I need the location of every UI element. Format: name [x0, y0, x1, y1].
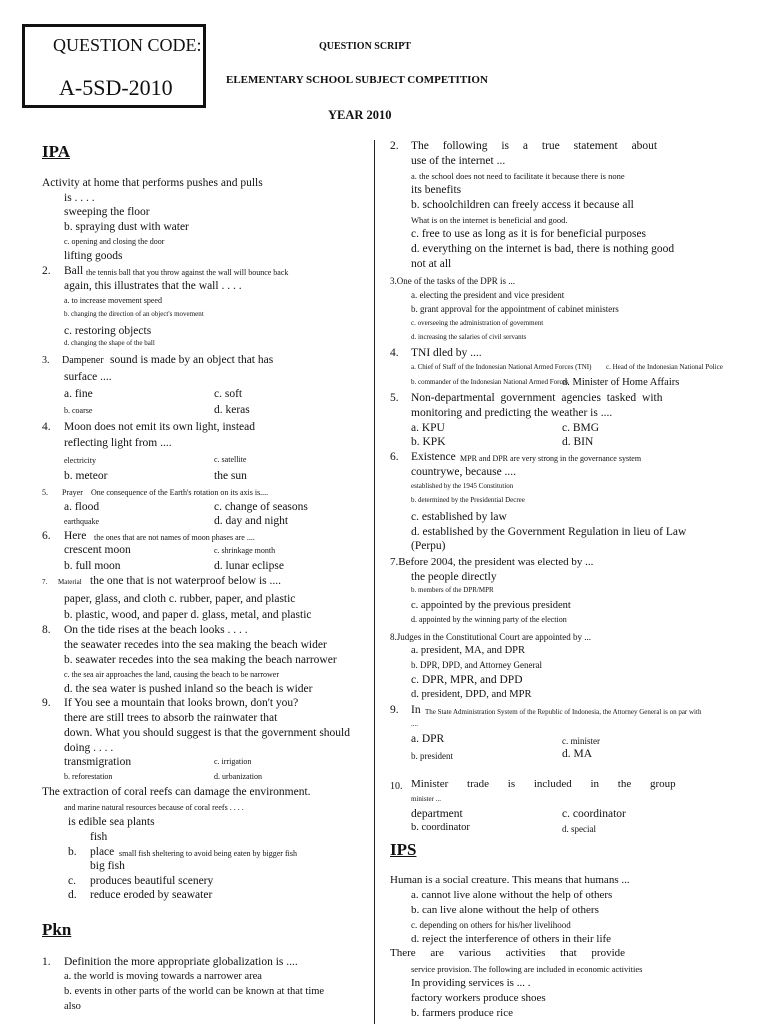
- ipa-q5-num: 5.: [42, 488, 48, 497]
- pkn-q8-stem: 8.Judges in the Constitutional Court are appointed by ...: [390, 632, 591, 642]
- pkn-q9-option-c: c. minister: [562, 736, 600, 746]
- ipa-q9-option-d: d. urbanization: [214, 772, 262, 781]
- ipa-q3-option-d: d. keras: [214, 404, 250, 416]
- ipa-q10-stem: The extraction of coral reefs can damage the environment.: [42, 786, 311, 798]
- ipa-q4-option-c: c. satellite: [214, 455, 247, 464]
- ipa-q6-option-a: crescent moon: [64, 544, 131, 556]
- pkn-q9-stem: The State Administration System of the Republic of Indonesia, the Attorney General is on par with: [425, 708, 702, 716]
- ipa-q2-stem: the tennis ball that you throw against the wall will bounce back: [86, 268, 289, 277]
- ipa-q3-stem2: surface ....: [64, 371, 112, 383]
- pkn-q3-option-c: c. overseeing the administration of government: [411, 319, 544, 327]
- ipa-q10-c-num: c.: [68, 875, 76, 887]
- pkn-q6-option-b: b. determined by the Presidential Decree: [411, 496, 525, 504]
- ipa-q2-option-a: a. to increase movement speed: [64, 296, 162, 305]
- ipa-q9-option-a: transmigration: [64, 756, 132, 768]
- ipa-q10-option-a: is edible sea plants: [68, 816, 155, 828]
- pkn-heading: Pkn: [42, 920, 72, 939]
- ips-q1-option-b: b. can live alone without the help of others: [411, 904, 599, 916]
- ipa-q4-stem2: reflecting light from ....: [64, 437, 172, 449]
- ips-q2-option-b: b. farmers produce rice: [411, 1007, 514, 1019]
- pkn-q9-option-a: a. DPR: [411, 733, 445, 745]
- pkn-q5-stem2: monitoring and predicting the weather is ....: [411, 407, 613, 419]
- ipa-q1-stem2: is . . . .: [64, 192, 95, 204]
- pkn-q6-word: Existence: [411, 451, 456, 463]
- ipa-q6-word: Here: [64, 530, 87, 542]
- pkn-q2-stem2: use of the internet ...: [411, 155, 506, 167]
- ipa-q2-num: 2.: [42, 265, 51, 277]
- ipa-q8-num: 8.: [42, 624, 51, 636]
- ipa-q3-num: 3.: [42, 355, 50, 366]
- pkn-q6-option-a: established by the 1945 Constitution: [411, 482, 514, 490]
- ipa-q7-num: 7.: [42, 578, 48, 586]
- pkn-q1-option-b: b. events in other parts of the world can be known at that time: [64, 986, 325, 997]
- ips-heading: IPS: [390, 840, 417, 859]
- pkn-q4-num: 4.: [390, 347, 399, 359]
- ipa-q4-stem: Moon does not emit its own light, instead: [64, 421, 256, 433]
- pkn-q7-option-a: the people directly: [411, 571, 497, 583]
- pkn-q6-stem: MPR and DPR are very strong in the governance system: [460, 454, 642, 463]
- ipa-heading: IPA: [42, 142, 71, 161]
- pkn-q2-option-b2: What is on the internet is beneficial and good.: [411, 215, 568, 225]
- ipa-q2-option-d: d. changing the shape of the ball: [64, 339, 155, 347]
- ipa-q10-stem2: and marine natural resources because of coral reefs . . . .: [64, 803, 244, 812]
- pkn-q9-option-d: d. MA: [562, 748, 593, 760]
- pkn-q7-option-b: b. members of the DPR/MPR: [411, 586, 494, 594]
- pkn-q6-option-d: d. established by the Government Regulation in lieu of Law: [411, 526, 687, 538]
- pkn-q9-word: In: [411, 704, 421, 716]
- pkn-q5-stem: Non-departmental government agencies tasked with: [411, 392, 663, 404]
- ipa-q3-option-b: b. coarse: [64, 406, 93, 415]
- pkn-q9-dots: ....: [411, 720, 418, 728]
- ipa-q5-option-b: earthquake: [64, 517, 100, 526]
- pkn-q3-stem: 3.One of the tasks of the DPR is ...: [390, 276, 515, 286]
- pkn-q4-stem: TNI dled by ....: [411, 347, 482, 359]
- pkn-q3-option-b: b. grant approval for the appointment of cabinet ministers: [411, 304, 619, 314]
- ipa-q10-d-num: d.: [68, 889, 77, 901]
- ipa-q4-option-b: b. meteor: [64, 470, 108, 482]
- pkn-q10-option-c: c. coordinator: [562, 808, 626, 820]
- ipa-q8-option-d: d. the sea water is pushed inland so the beach is wider: [64, 683, 313, 695]
- ipa-q8-option-b: b. seawater recedes into the sea making the beach narrower: [64, 654, 337, 666]
- ipa-q9-option-c: c. irrigation: [214, 757, 252, 766]
- ipa-q1-option-c: c. opening and closing the door: [64, 237, 165, 246]
- pkn-q3-option-a: a. electing the president and vice president: [411, 290, 565, 300]
- pkn-q10-stem2: minister ...: [411, 795, 441, 803]
- ipa-q3-option-a: a. fine: [64, 388, 93, 400]
- pkn-q4-option-a: a. Chief of Staff of the Indonesian National Armed Forces (TNI): [411, 363, 592, 371]
- ipa-q4-option-a: electricity: [64, 456, 96, 465]
- ips-q2-stem2: service provision. The following are included in economic activities: [411, 964, 643, 974]
- ipa-q8-stem: On the tide rises at the beach looks . . . .: [64, 624, 248, 636]
- pkn-q1-option-b2: also: [64, 1001, 81, 1012]
- pkn-q10-num: 10.: [390, 781, 403, 792]
- competition-title: ELEMENTARY SCHOOL SUBJECT COMPETITION: [226, 74, 488, 86]
- pkn-q2-num: 2.: [390, 140, 399, 152]
- pkn-q8-option-a: a. president, MA, and DPR: [411, 645, 526, 656]
- question-code-box: [22, 24, 206, 108]
- ipa-q2-option-c: c. restoring objects: [64, 325, 152, 337]
- ipa-q4-option-d: the sun: [214, 470, 247, 482]
- pkn-q5-option-b: b. KPK: [411, 436, 446, 448]
- ipa-q10-b-num: b.: [68, 846, 77, 858]
- year-title: YEAR 2010: [328, 108, 392, 122]
- ipa-q10-option-a2: fish: [90, 831, 108, 843]
- question-code-value: A-5SD-2010: [59, 75, 173, 100]
- pkn-q2-option-d: d. everything on the internet is bad, there is nothing good: [411, 243, 675, 255]
- ipa-q8-option-c: c. the sea air approaches the land, causing the beach to be narrower: [64, 670, 280, 679]
- ipa-q7-word: Material: [58, 578, 82, 586]
- pkn-q6-option-c: c. established by law: [411, 511, 507, 523]
- pkn-q5-num: 5.: [390, 392, 399, 404]
- pkn-q6-option-d2: (Perpu): [411, 540, 446, 552]
- ips-q1-option-d: d. reject the interference of others in their life: [411, 933, 612, 945]
- ipa-q8-option-a: the seawater recedes into the sea making the beach wider: [64, 639, 327, 651]
- ipa-q1-option-b: b. spraying dust with water: [64, 221, 189, 233]
- ipa-q5-option-c: c. change of seasons: [214, 501, 308, 513]
- ipa-q3-option-c: c. soft: [214, 388, 243, 400]
- pkn-q8-option-d: d. president, DPD, and MPR: [411, 689, 532, 700]
- pkn-q10-option-a: department: [411, 808, 463, 820]
- ipa-q4-num: 4.: [42, 421, 51, 433]
- pkn-q7-option-c: c. appointed by the previous president: [411, 600, 571, 611]
- pkn-q1-stem: Definition the more appropriate globalization is ....: [64, 956, 298, 968]
- ipa-q9-num: 9.: [42, 697, 51, 709]
- pkn-q9-num: 9.: [390, 704, 399, 716]
- ipa-q2-option-b: b. changing the direction of an object's movement: [64, 310, 204, 318]
- pkn-q1-num: 1.: [42, 956, 51, 968]
- ipa-q9-stem3: down. What you should suggest is that the government should: [64, 727, 350, 739]
- ipa-q2-stem2: again, this illustrates that the wall . . . .: [64, 280, 242, 292]
- ipa-q9-stem: If You see a mountain that looks brown, don't you?: [64, 697, 299, 709]
- pkn-q10-option-b: b. coordinator: [411, 822, 470, 833]
- ipa-q1-stem: Activity at home that performs pushes and pulls: [42, 177, 263, 189]
- script-title: QUESTION SCRIPT: [319, 41, 411, 52]
- ips-q1-stem: Human is a social creature. This means that humans ...: [390, 874, 630, 886]
- pkn-q7-option-d: d. appointed by the winning party of the election: [411, 615, 567, 624]
- pkn-q6-num: 6.: [390, 451, 399, 463]
- pkn-q10-option-d: d. special: [562, 824, 596, 834]
- ipa-q7-stem: the one that is not waterproof below is ....: [90, 575, 281, 587]
- ipa-q9-stem2: there are still trees to absorb the rainwater that: [64, 712, 278, 724]
- ipa-q9-option-b: b. reforestation: [64, 772, 113, 781]
- pkn-q5-option-c: c. BMG: [562, 422, 600, 434]
- pkn-q6-stem2: countrywe, because ....: [411, 466, 517, 478]
- ipa-q3-word: Dampener: [62, 355, 104, 366]
- ips-q2-option-a: factory workers produce shoes: [411, 992, 546, 1004]
- pkn-q8-option-b: b. DPR, DPD, and Attorney General: [411, 660, 542, 670]
- ips-q2-stem3: In providing services is ... .: [411, 977, 531, 989]
- question-code-label: QUESTION CODE:: [53, 35, 202, 55]
- pkn-q2-option-c: c. free to use as long as it is for beneficial purposes: [411, 228, 647, 240]
- pkn-q2-option-d2: not at all: [411, 258, 452, 270]
- ipa-q6-option-b: b. full moon: [64, 560, 121, 572]
- pkn-q2-stem: The following is a true statement about: [411, 140, 658, 152]
- pkn-q5-option-a: a. KPU: [411, 422, 445, 434]
- pkn-q1-option-a: a. the world is moving towards a narrower area: [64, 971, 262, 982]
- ipa-q5-option-d: d. day and night: [214, 515, 289, 527]
- pkn-q5-option-d: d. BIN: [562, 436, 594, 448]
- ipa-q5-option-a: a. flood: [64, 501, 100, 513]
- pkn-q4-option-c: c. Head of the Indonesian National Police: [606, 363, 723, 371]
- pkn-q2-option-b: b. schoolchildren can freely access it because all: [411, 199, 634, 211]
- ipa-q10-option-b3: big fish: [90, 860, 125, 872]
- ipa-q1-option-a: sweeping the floor: [64, 206, 150, 218]
- pkn-q4-option-d: d. Minister of Home Affairs: [562, 377, 680, 388]
- ipa-q2-word: Ball: [64, 265, 84, 277]
- pkn-q8-option-c: c. DPR, MPR, and DPD: [411, 674, 523, 686]
- ipa-q5-word: Prayer: [62, 488, 83, 497]
- ipa-q7-line2: b. plastic, wood, and paper d. glass, metal, and plastic: [64, 609, 312, 621]
- ipa-q3-stem: sound is made by an object that has: [110, 354, 274, 366]
- ipa-q1-option-d: lifting goods: [64, 250, 123, 262]
- ipa-q10-option-d: reduce eroded by seawater: [90, 889, 213, 901]
- ipa-q6-num: 6.: [42, 530, 51, 542]
- pkn-q3-option-d: d. increasing the salaries of civil servants: [411, 333, 527, 341]
- ips-q2-stem: There are various activities that provide: [390, 947, 626, 959]
- column-divider: [374, 140, 375, 1024]
- pkn-q4-option-b: b. commander of the Indonesian National Armed Forces: [411, 378, 569, 386]
- ipa-q9-stem4: doing . . . .: [64, 742, 114, 754]
- pkn-q2-option-a: a. the school does not need to facilitate it because there is none: [411, 171, 625, 181]
- pkn-q2-option-a2: its benefits: [411, 184, 462, 196]
- ipa-q6-option-c: c. shrinkage month: [214, 546, 276, 555]
- ipa-q7-line1: paper, glass, and cloth c. rubber, paper, and plastic: [64, 593, 296, 605]
- ipa-q10-option-c: produces beautiful scenery: [90, 875, 214, 887]
- pkn-q7-stem: 7.Before 2004, the president was elected by ...: [390, 556, 594, 568]
- ipa-q6-stem: the ones that are not names of moon phases are ....: [94, 533, 255, 542]
- ips-q1-option-a: a. cannot live alone without the help of others: [411, 889, 613, 901]
- ipa-q5-stem: One consequence of the Earth's rotation on its axis is....: [91, 488, 269, 497]
- ipa-q10-option-b: place: [90, 846, 115, 858]
- pkn-q9-option-b: b. president: [411, 751, 453, 761]
- ips-q1-option-c: c. depending on others for his/her livelihood: [411, 920, 571, 930]
- pkn-q10-stem: Minister trade is included in the group: [411, 778, 676, 790]
- ipa-q10-option-b-detail: small fish sheltering to avoid being eaten by bigger fish: [119, 849, 297, 858]
- ipa-q6-option-d: d. lunar eclipse: [214, 560, 284, 572]
